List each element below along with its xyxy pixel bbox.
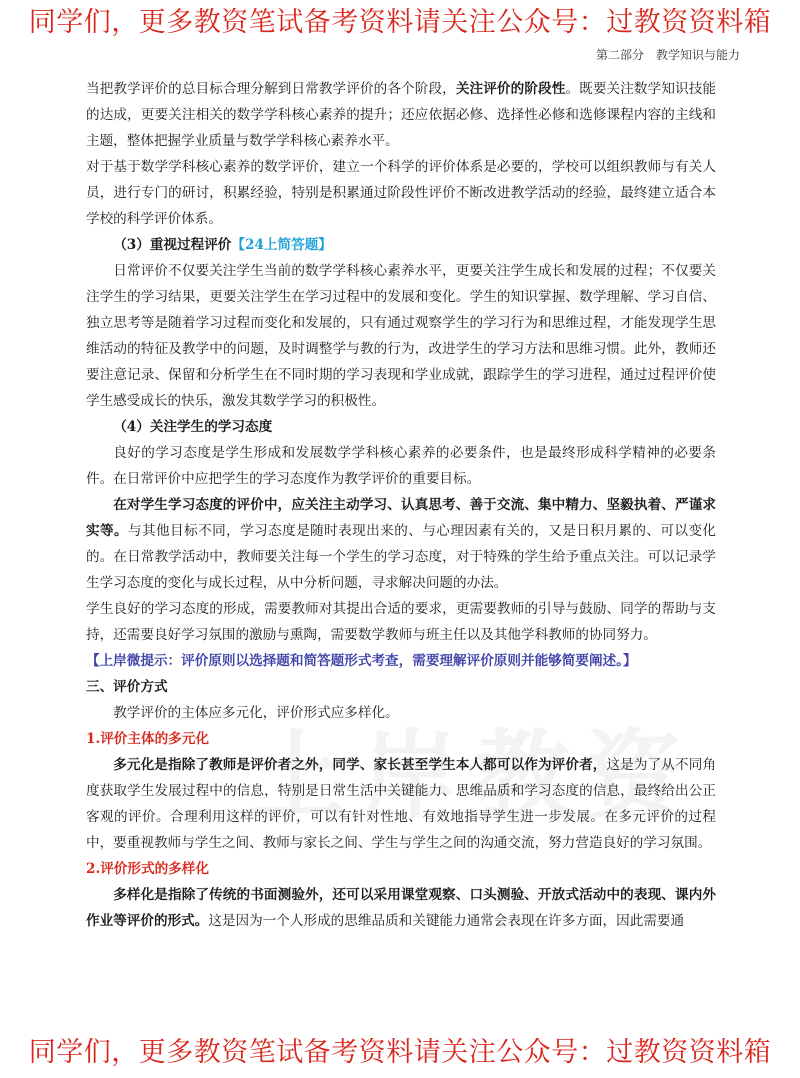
subheading-diverse-forms: 2.评价形式的多样化 (86, 861, 209, 877)
paragraph-diverse-forms (86, 882, 716, 934)
paragraph-emphasis: 在对学生学习态度的评价中，应关注主动学习、认真思考、善于交流、集中精力、坚毅执着、严谨求实等。 (86, 497, 716, 539)
heading-learning-attitude: （4）关注学生的学习态度 (113, 419, 273, 435)
paragraph-diverse-subjects (86, 752, 716, 856)
running-header: 第二部分 教学知识与能力 (595, 48, 740, 62)
study-tip: 【上岸微提示：评价原则以选择题和简答题形式考查，需要理解评价原则并能够简要阐述。】 (86, 653, 637, 669)
paragraph-text: 当把教学评价的总目标合理分解到日常教学评价的各个阶段， (86, 81, 456, 97)
paragraph-attitude-formation: 学生良好的学习态度的形成，需要教师对其提出合适的要求，更需要教师的引导与鼓励、同学的帮助与支持，还需要良好学习氛围的激励与熏陶，需要数学教师与班主任以及其他学科教师的协同努力。 (86, 601, 716, 643)
heading-process-evaluation (86, 232, 716, 258)
subheading-diverse-subjects: 1.评价主体的多元化 (86, 731, 209, 747)
heading-label: （3）重视过程评价 (113, 237, 232, 253)
paragraph-emphasis: 多样化是指除了传统的书面测验外，还可以采用课堂观察、口头测验、开放式活动中的表现、课内外作业等评价的形式。 (86, 887, 716, 929)
paragraph-text: 这是为了从不同角度获取学生发展过程中的信息，特别是日常生活中关键能力、思维品质和学习态度的信息，最终给出公正客观的评价。合理利用这样的评价，可以有针对性地、有效地指导学生进一步发展。在多元评价的过程中，要重视教师与学生之间、教师与家长之间、学生与学生之间的沟通交流，努力营造良好的学习氛围。 (86, 757, 716, 851)
paragraph-text: 。既要关注数学知识技能的达成，更要关注相关的数学学科核心素养的提升；还应依据必修、选择性必修和选修课程内容的主线和主题，整体把握学业质量与数学学科核心素养水平。 (86, 81, 717, 149)
paragraph-emphasis: 关注评价的阶段性 (455, 81, 566, 97)
promo-banner-top: 同学们，更多教资笔试备考资料请关注公众号：过教资资料箱 (28, 7, 772, 38)
paragraph-text: 与其他目标不同，学习态度是随时表现出来的、与心理因素有关的，又是日积月累的、可以变化的。在日常教学活动中，教师要关注每一个学生的学习态度，对于特殊的学生给予重点关注。可以记录学生学习态度的变化与成长过程，从中分析问题，寻求解决问题的办法。 (86, 523, 717, 591)
paragraph-emphasis: 多元化是指除了教师是评价者之外，同学、家长甚至学生本人都可以作为评价者， (113, 757, 607, 773)
exam-tag: 【24上简答题】 (231, 237, 332, 253)
page-content (86, 76, 716, 934)
paragraph-evaluation-system: 对于基于数学学科核心素养的数学评价，建立一个科学的评价体系是必要的，学校可以组织教师与有关人员，进行专门的研讨，积累经验，特别是积累通过阶段性评价不断改进教学活动的经验，最终建立适合本学校的科学评价体系。 (86, 159, 716, 227)
paragraph-methods-intro: 教学评价的主体应多元化，评价形式应多样化。 (113, 705, 399, 721)
paragraph-process-evaluation: 日常评价不仅要关注学生当前的数学学科核心素养水平，更要关注学生成长和发展的过程；不仅要关注学生的学习结果，更要关注学生在学习过程中的发展和变化。学生的知识掌握、数学理解、学习自信、独立思考等是随着学习过程而变化和发展的，只有通过观察学生的学习行为和思维过程，才能发现学生思维活动的特征及教学中的问题，及时调整学与教的行为，改进学生的学习方法和思维习惯。此外，教师还要注意记录、保留和分析学生在不同时期的学习表现和学业成就，跟踪学生的学习进程，通过过程评价使学生感受成长的快乐，激发其数学学习的积极性。 (86, 263, 716, 409)
paragraph-text: 这是因为一个人形成的思维品质和关键能力通常会表现在许多方面，因此需要通 (208, 913, 685, 929)
paragraph-attitude-evaluation (86, 492, 716, 596)
section-heading-methods: 三、评价方式 (86, 679, 168, 695)
paragraph-stage-evaluation (86, 76, 716, 154)
paragraph-attitude-condition: 良好的学习态度是学生形成和发展数学学科核心素养的必要条件，也是最终形成科学精神的必要条件。在日常评价中应把学生的学习态度作为教学评价的重要目标。 (86, 445, 716, 487)
promo-banner-bottom: 同学们，更多教资笔试备考资料请关注公众号：过教资资料箱 (28, 1037, 772, 1068)
